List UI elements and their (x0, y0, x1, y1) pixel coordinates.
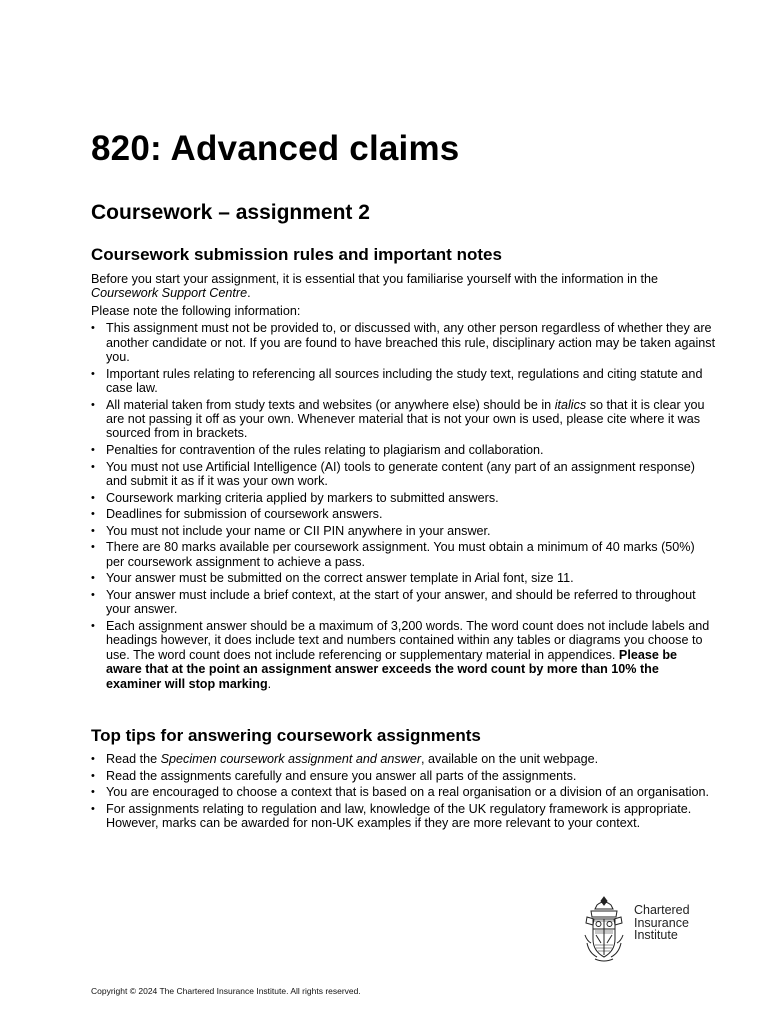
logo-line-2: Insurance (634, 915, 689, 930)
rule-item-emphasis: italics (554, 397, 587, 412)
cii-crest-icon (583, 895, 625, 963)
rules-heading: Coursework submission rules and important notes (91, 245, 502, 264)
rule-item: • Your answer must be submitted on the correct answer template in Arial font, size 11. (91, 571, 716, 585)
rule-item-text: All material taken from study texts and websites (or anywhere else) should be in (106, 397, 555, 412)
logo-wordmark (634, 904, 690, 942)
note-paragraph: Please note the following information: (91, 303, 301, 318)
rule-item-strong: Please be aware that at the point an assignment answer exceeds the word count by more than 10% the examiner will stop marking (106, 647, 678, 691)
rule-item: • Important rules relating to referencing all sources including the study text, regulations and citing statute and case law. (91, 367, 716, 396)
rule-item: • Your answer must include a brief context, at the start of your answer, and should be referred to throughout your answer. (91, 588, 716, 617)
rule-item-text: Each assignment answer should be a maximum of 3,200 words. The word count does not include labels and headings however, it does include text and numbers contained within any tables or diagrams you choose to use. The word count does not include referencing or supplementary material in appendices. (106, 619, 710, 662)
tip-item-text: Read the (106, 752, 161, 766)
rule-item (91, 619, 716, 691)
intro-text: Before you start your assignment, it is essential that you familiarise yourself with the information in the (91, 272, 658, 286)
tip-item: • You are encouraged to choose a context that is based on a real organisation or a division of an organisation. (91, 785, 716, 799)
tips-list (91, 752, 716, 831)
rule-item: • There are 80 marks available per coursework assignment. You must obtain a minimum of 40 marks (50%) per coursework assignment to achieve a pass. (91, 540, 716, 569)
cii-logo (583, 895, 698, 965)
rule-item (91, 398, 716, 441)
rule-item: • You must not include your name or CII PIN anywhere in your answer. (91, 524, 716, 538)
rules-section (91, 272, 716, 693)
copyright-footer: Copyright © 2024 The Chartered Insurance Institute. All rights reserved. (91, 986, 361, 996)
tips-section (91, 752, 716, 833)
rule-item: • Deadlines for submission of coursework answers. (91, 507, 716, 521)
rule-item: • Coursework marking criteria applied by markers to submitted answers. (91, 491, 716, 505)
intro-paragraph (91, 272, 716, 301)
logo-line-3: Institute (634, 928, 678, 942)
rule-item: • This assignment must not be provided to, or discussed with, any other person regardless of whether they are another candidate or not. If you are found to have breached this rule, disciplinary action may be taken against you. (91, 321, 716, 364)
rules-list (91, 321, 716, 691)
intro-end: . (247, 286, 251, 301)
tips-heading: Top tips for answering coursework assignments (91, 726, 481, 745)
rule-item-text-end: so that it is clear you are not passing it off as your own. Whenever material that is not your own is used, please cite where it was sourced from in brackets. (106, 397, 705, 441)
page-subtitle: Coursework – assignment 2 (91, 201, 370, 224)
tip-item: • Read the assignments carefully and ensure you answer all parts of the assignments. (91, 769, 716, 783)
tip-item-text-end: , available on the unit webpage. (421, 752, 599, 766)
coursework-support-centre-text: Coursework Support Centre (91, 286, 248, 301)
rule-item-text-end: . (267, 676, 272, 691)
rule-item: • Penalties for contravention of the rules relating to plagiarism and collaboration. (91, 443, 716, 457)
rule-item: • You must not use Artificial Intelligence (AI) tools to generate content (any part of an assignment response) and submit it as if it was your own work. (91, 460, 716, 489)
page-title: 820: Advanced claims (91, 129, 460, 168)
tip-item (91, 752, 716, 766)
tip-item: • For assignments relating to regulation and law, knowledge of the UK regulatory framework is appropriate. However, marks can be awarded for non-UK examples if they are more relevant to your context. (91, 802, 716, 831)
logo-line-1: Chartered (634, 903, 690, 917)
tip-item-emphasis: Specimen coursework assignment and answer (160, 752, 422, 766)
